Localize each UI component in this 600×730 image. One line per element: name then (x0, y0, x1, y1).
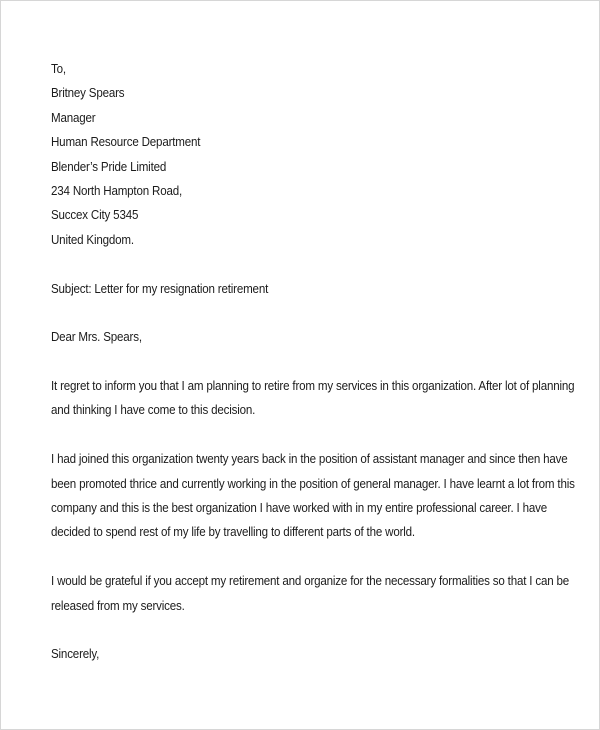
spacer (51, 252, 562, 276)
recipient-name: Britney Spears (51, 86, 125, 101)
recipient-department: Human Resource Department (51, 135, 201, 150)
letter-body (51, 57, 575, 667)
recipient-company: Blender’s Pride Limited (51, 159, 167, 174)
recipient-city: Succex City 5345 (51, 208, 139, 223)
paragraph-line: I had joined this organization twenty years back in the position of assistant manager and since then have (51, 452, 568, 467)
to-line: To, (51, 62, 66, 76)
recipient-address-block (51, 57, 562, 252)
recipient-title: Manager (51, 110, 96, 125)
spacer (51, 545, 562, 569)
paragraph-line: It regret to inform you that I am planning to retire from my services in this organization. After lot of planning (51, 379, 575, 394)
paragraph-line: been promoted thrice and currently working in the position of general manager. I have learnt a lot from this (51, 476, 575, 491)
paragraph-line: company and this is the best organization I have worked with in my entire professional career. I have (51, 501, 547, 516)
greeting-line: Dear Mrs. Spears, (51, 330, 142, 345)
subject-line: Subject: Letter for my resignation retirement (51, 281, 269, 296)
paragraph-1 (51, 374, 575, 423)
spacer (51, 423, 562, 447)
paragraph-line: I would be grateful if you accept my retirement and organize for the necessary formalities so that I can be (51, 574, 570, 589)
paragraph-line: and thinking I have come to this decision. (51, 403, 256, 418)
spacer (51, 301, 562, 325)
paragraph-line: released from my services. (51, 598, 185, 613)
paragraph-3 (51, 569, 570, 618)
paragraph-2 (51, 447, 575, 545)
paragraph-line: decided to spend rest of my life by travelling to different parts of the world. (51, 525, 415, 540)
closing-line: Sincerely, (51, 647, 100, 662)
spacer (51, 350, 562, 374)
recipient-street: 234 North Hampton Road, (51, 183, 183, 198)
spacer (51, 618, 562, 642)
recipient-country: United Kingdom. (51, 232, 134, 247)
